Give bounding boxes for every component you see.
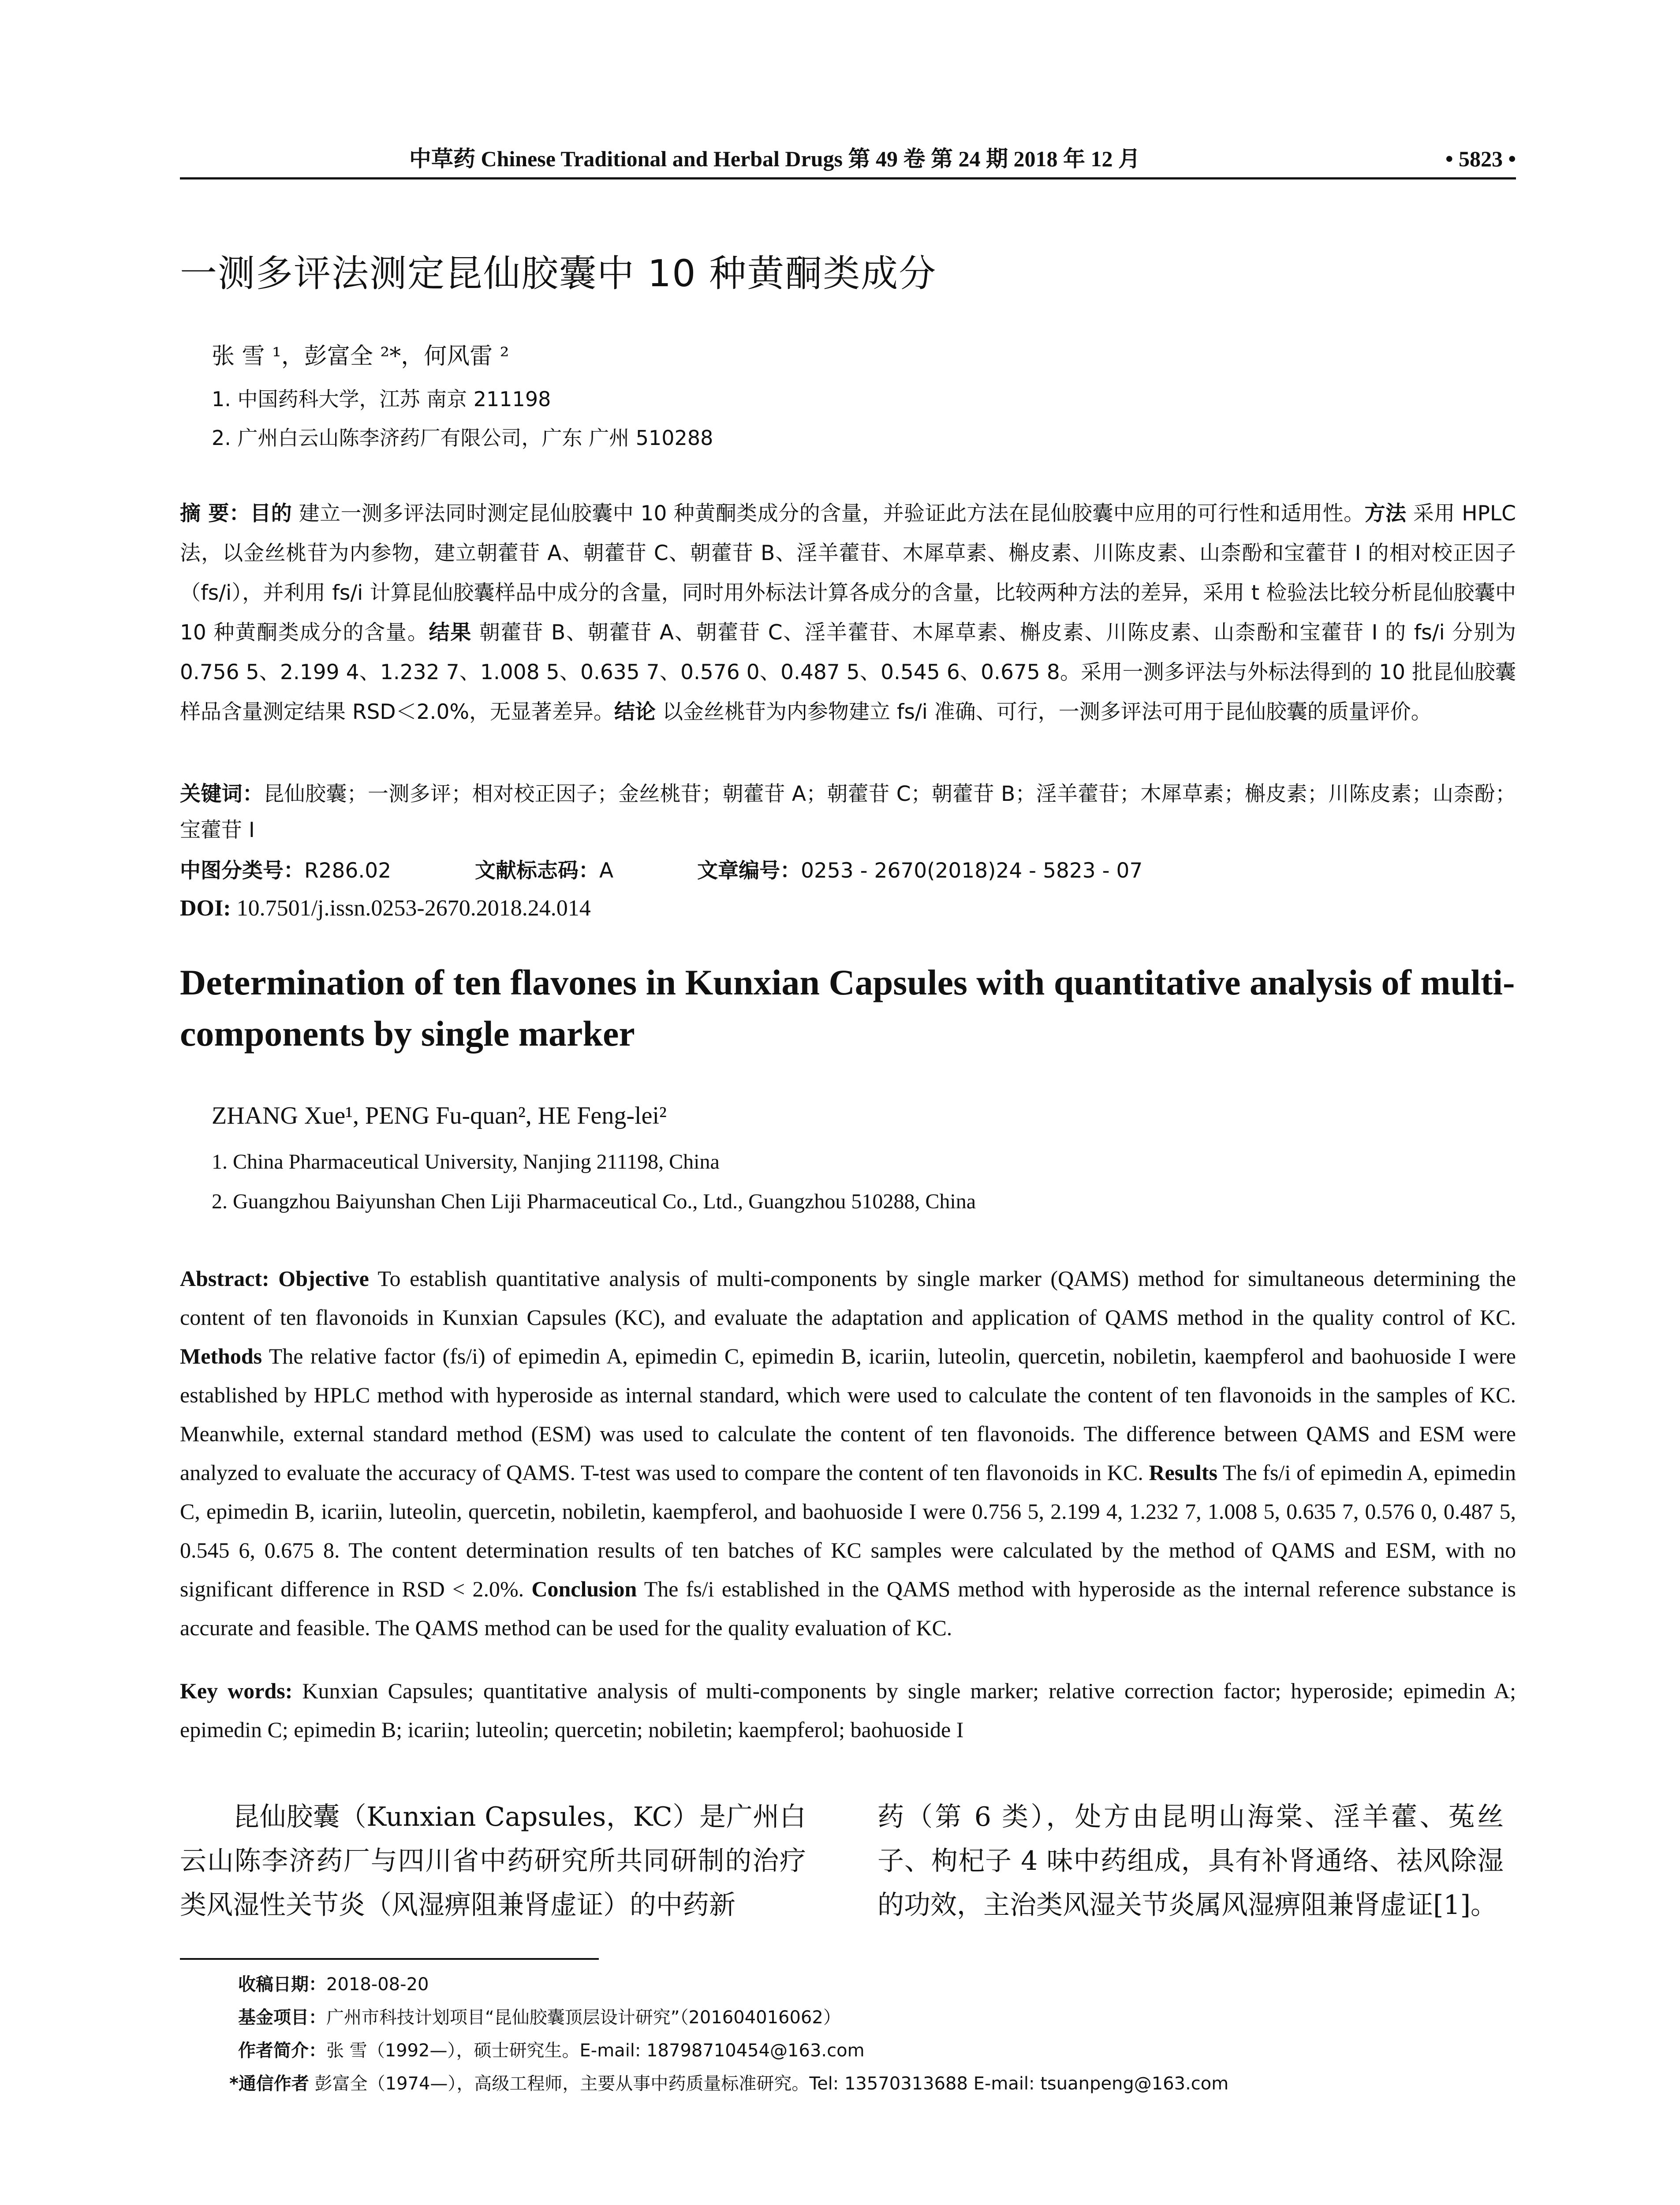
footnote-rule	[180, 1958, 599, 1960]
doi-label: DOI:	[180, 896, 231, 921]
doccode-label: 文献标志码：	[475, 859, 600, 883]
funding-label: 基金项目：	[238, 2007, 326, 2028]
classification-line	[180, 853, 1142, 889]
chinese-affiliation-2: 2. 广州白云山陈李济药厂有限公司，广东 广州 510288	[212, 426, 713, 450]
chinese-abstract	[180, 494, 1516, 732]
keywords-label: 关键词：	[180, 782, 264, 806]
english-abstract	[180, 1259, 1516, 1647]
chinese-title: 一测多评法测定昆仙胶囊中 10 种黄酮类成分	[180, 252, 937, 295]
english-keywords-label: Key words:	[180, 1678, 293, 1703]
english-authors: ZHANG Xue¹, PENG Fu-quan², HE Feng-lei²	[212, 1102, 667, 1129]
article-number-label: 文章编号：	[697, 859, 801, 883]
chinese-affiliation-1: 1. 中国药科大学，江苏 南京 211198	[212, 387, 551, 411]
abstract-methods-text: The relative factor (fs/i) of epimedin A, epimedin C, epimedin B, icariin, luteolin, quercetin, nobiletin, kaempferol and baohuoside I were established by HPLC method with hyperoside as internal standard, which were used to calculate the content of ten flavonoids in the samples of KC. Meanwhile, external standard method (ESM) was used to calculate the content of ten flavonoids. The difference between QAMS and ESM were analyzed to evaluate the accuracy of QAMS. T-test was used to compare the content of ten flavonoids in KC.	[180, 1344, 1516, 1485]
abstract-methods-label: Methods	[180, 1344, 262, 1368]
abstract-results-text: The fs/i of epimedin A, epimedin C, epimedin B, icariin, luteolin, quercetin, nobiletin, kaempferol, and baohuoside I were 0.756 5, 2.199 4, 1.232 7, 1.008 5, 0.635 7, 0.576 0, 0.487 5, 0.545 6, 0.675 8. The content determination results of ten batches of KC samples were calculated by the method of QAMS and ESM, with no significant difference in RSD < 2.0%.	[180, 1460, 1516, 1601]
body-column-left: 昆仙胶囊（Kunxian Capsules，KC）是广州白云山陈李济药厂与四川省中药研究所共同研制的治疗类风湿性关节炎（风湿痹阻兼肾虚证）的中药新	[180, 1801, 806, 1921]
footnote-corresponding	[229, 2070, 1228, 2097]
abstract-objective-label: Abstract: Objective	[180, 1266, 369, 1291]
conclusion-label: 结论	[614, 700, 656, 724]
english-keywords-text: Kunxian Capsules; quantitative analysis of multi-components by single marker; relative correction factor; hyperoside; epimedin A; epimedin C; epimedin B; icariin; luteolin; quercetin; nobiletin; kaempferol; baohuoside I	[180, 1678, 1516, 1742]
abstract-results-label: Results	[1149, 1460, 1218, 1485]
running-header	[180, 140, 1516, 177]
header-rule	[180, 177, 1516, 179]
doi-line	[180, 891, 591, 926]
corresponding-label: *通信作者	[229, 2074, 309, 2094]
abstract-label: 摘 要：	[180, 501, 250, 526]
page-number: • 5823 •	[1445, 146, 1516, 171]
abstract-objective-text: To establish quantitative analysis of multi-components by single marker (QAMS) method for simultaneous determining the content of ten flavonoids in Kunxian Capsules (KC), and evaluate the adaptation and application of QAMS method in the quality control of KC.	[180, 1266, 1516, 1330]
chinese-keywords	[180, 776, 1516, 848]
received-date: 2018-08-20	[326, 1974, 429, 1995]
doccode-value: A	[599, 859, 614, 883]
clc-value: R286.02	[304, 859, 392, 883]
body-column-right: 药（第 6 类），处方由昆明山海棠、淫羊藿、菟丝子、枸杞子 4 味中药组成，具有补肾通络、祛风除湿的功效，主治类风湿关节炎属风湿痹阻兼肾虚证[1]。	[877, 1801, 1504, 1921]
clc-label: 中图分类号：	[180, 859, 304, 883]
footnote-received	[238, 1971, 429, 1998]
footnote-author	[238, 2037, 865, 2064]
abstract-conclusion-text: The fs/i established in the QAMS method with hyperoside as the internal reference substance is accurate and feasible. The QAMS method can be used for the quality evaluation of KC.	[180, 1577, 1516, 1640]
doi-value: 10.7501/j.issn.0253-2670.2018.24.014	[231, 896, 591, 921]
author-bio-text: 张 雪（1992—），硕士研究生。E-mail: 18798710454@163.com	[326, 2041, 865, 2061]
journal-info: 中草药 Chinese Traditional and Herbal Drugs 第 49 卷 第 24 期 2018 年 12 月	[409, 146, 1140, 171]
result-label: 结果	[429, 620, 472, 645]
objective-text: 建立一测多评法同时测定昆仙胶囊中 10 种黄酮类成分的含量，并验证此方法在昆仙胶囊中应用的可行性和适用性。	[292, 501, 1365, 526]
author-bio-label: 作者简介：	[238, 2041, 326, 2061]
english-keywords	[180, 1671, 1516, 1749]
abstract-conclusion-label: Conclusion	[531, 1577, 637, 1601]
method-label: 方法	[1364, 501, 1407, 526]
corresponding-text: 彭富全（1974—），高级工程师，主要从事中药质量标准研究。Tel: 13570313688 E-mail: tsuanpeng@163.com	[309, 2074, 1229, 2094]
english-title: Determination of ten flavones in Kunxian Capsules with quantitative analysis of multi-components by single marker	[180, 962, 1515, 1054]
footnote-funding	[238, 2004, 841, 2031]
keywords-text: 昆仙胶囊；一测多评；相对校正因子；金丝桃苷；朝藿苷 A；朝藿苷 C；朝藿苷 B；淫羊藿苷；木犀草素；槲皮素；川陈皮素；山柰酚；宝藿苷 I	[180, 782, 1516, 842]
chinese-authors: 张 雪 ¹，彭富全 ²*，何风雷 ²	[212, 343, 509, 370]
objective-label: 目的	[250, 501, 292, 526]
article-number-value: 0253 - 2670(2018)24 - 5823 - 07	[801, 859, 1143, 883]
method-text: 采用 HPLC 法，以金丝桃苷为内参物，建立朝藿苷 A、朝藿苷 C、朝藿苷 B、淫羊藿苷、木犀草素、槲皮素、川陈皮素、山柰酚和宝藿苷 I 的相对校正因子（fs/i），并利用 fs/i 计算昆仙胶囊样品中成分的含量，同时用外标法计算各成分的含量，比较两种方法的差异，采用 t 检验法比较分析昆仙胶囊中 10 种黄酮类成分的含量。	[180, 501, 1516, 645]
conclusion-text: 以金丝桃苷为内参物建立 fs/i 准确、可行，一测多评法可用于昆仙胶囊的质量评价。	[656, 700, 1432, 724]
english-affiliation-2: 2. Guangzhou Baiyunshan Chen Liji Pharmaceutical Co., Ltd., Guangzhou 510288, China	[212, 1190, 976, 1213]
received-label: 收稿日期：	[238, 1974, 326, 1995]
result-text: 朝藿苷 B、朝藿苷 A、朝藿苷 C、淫羊藿苷、木犀草素、槲皮素、川陈皮素、山柰酚和宝藿苷 I 的 fs/i 分别为 0.756 5、2.199 4、1.232 7、1.008 5、0.635 7、0.576 0、0.487 5、0.545 6、0.675 8。采用一测多评法与外标法得到的 10 批昆仙胶囊样品含量测定结果 RSD＜2.0%，无显著差异。	[180, 620, 1516, 724]
funding-text: 广州市科技计划项目“昆仙胶囊顶层设计研究”（201604016062）	[326, 2007, 841, 2028]
english-affiliation-1: 1. China Pharmaceutical University, Nanjing 211198, China	[212, 1150, 720, 1174]
